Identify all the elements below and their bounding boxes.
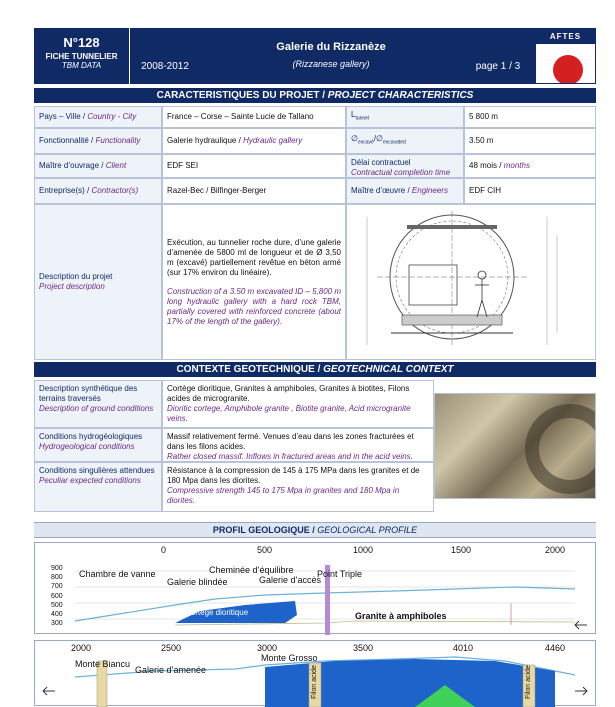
arrow-left-icon — [43, 687, 55, 695]
ground-value: Cortège dioritique, Granites à amphiboles, Granites à biotites, Filons acides de microgranite. Dioritic cortege, Amphibole granite , Biotite granite, Acid microgranite veins. — [162, 380, 434, 428]
label-cortege: Cortège dioritique — [185, 608, 249, 617]
sheet-number: N°128 — [63, 35, 100, 50]
sheet-type: FICHE TUNNELIER — [45, 52, 118, 61]
tunnel-ring-icon — [525, 404, 596, 494]
hydro-value: Massif relativement fermé. Venues d’eau dans les zones fracturées et dans les filons acides. Rather closed massif. Inflows in fractured areas and in the acid veins. — [162, 428, 434, 462]
length-value: 5 800 m — [464, 106, 596, 128]
delay-label: Délai contractuel Contractual completion time — [346, 154, 464, 178]
sheet-number-block — [34, 28, 130, 84]
description-label: Description du projet Project description — [34, 204, 162, 360]
diameter-label: $\emptyset_{excavé}/\emptyset_{excavated}$ — [346, 128, 464, 154]
section-title-geotech: CONTEXTE GEOTECHNIQUE / GEOTECHNICAL CONTEXT — [34, 362, 596, 377]
page-number: page 1 / 3 — [475, 61, 521, 72]
label-granite: Granite à amphiboles — [355, 611, 447, 621]
tunnel-photo — [434, 393, 596, 499]
fiche-page — [34, 28, 596, 706]
sheet-type-en: TBM DATA — [61, 61, 102, 70]
function-value: Galerie hydraulique / Hydraulic gallery — [162, 128, 346, 154]
label-acid-vein-1: Filon acide — [311, 665, 318, 699]
diameter-value: 3.50 m — [464, 128, 596, 154]
description-en: Construction of a 3.50 m excavated ID – 5,800 m long hydraulic gallery with a hard rock TBM, partially covered with reinforced concrete (about 17% of the length of the gallery). — [167, 286, 341, 326]
label-monte-biancu: Monte Biancu — [75, 659, 131, 669]
length-label: $L_{tunnel}$ — [346, 106, 464, 128]
arrow-right-icon — [575, 687, 587, 695]
label-acid-vein-2: Filon acide — [525, 665, 532, 699]
profile-1-graphic — [35, 543, 597, 635]
label-vanne: Chambre de vanne — [79, 569, 156, 579]
description-fr: Exécution, au tunnelier roche dure, d’une galerie d’amenée de 5800 ml de longueur et de Ø 3,50 m (excavé) partiellement revêtue en béton armé (sur 17% environ du linéaire). — [167, 237, 341, 277]
delay-value: 48 mois / months — [464, 154, 596, 178]
granite-body — [265, 659, 555, 707]
label-galerie-amenee: Galerie d’amenée — [135, 665, 207, 675]
geological-profile-1: 0 500 1000 1500 2000 900 800 700 600 500 400 300 Chambre de vanne Galerie blindée Cheminée d’équilibre Galerie d’accès Point Triple Cortège dioritique Granite à amphiboles — [34, 542, 596, 634]
page-title: Galerie du Rizzanèze — [276, 41, 386, 53]
logo-circle-icon — [553, 55, 583, 84]
description-text — [162, 204, 346, 360]
peculiar-label: Conditions singulières attendues Peculiar expected conditions — [34, 462, 162, 512]
peculiar-value: Résistance à la compression de 145 à 175 MPa dans les granites et de 180 Mpa dans les diorites. Compressive strength 145 to 175 Mpa in granites and 180 Mpa in diorites. — [162, 462, 434, 512]
country-value: France – Corse – Sainte Lucie de Tallano — [162, 106, 346, 128]
label-blindee: Galerie blindée — [167, 577, 228, 587]
tunnel-cross-section-icon — [347, 205, 595, 359]
label-point-triple: Point Triple — [317, 569, 363, 579]
contractor-label: Entreprise(s) / Contractor(s) — [34, 178, 162, 204]
label-monte-grosso: Monte Grosso — [261, 653, 318, 663]
function-label: Fonctionnalité / Functionality — [34, 128, 162, 154]
label-acces: Galerie d’accès — [259, 575, 322, 585]
period: 2008-2012 — [141, 61, 189, 72]
label-cheminee: Cheminée d’équilibre — [209, 565, 294, 575]
hydro-label: Conditions hydrogéologiques Hydrogeological conditions — [34, 428, 162, 462]
arrow-left-icon — [575, 621, 587, 629]
aftes-logo — [535, 28, 596, 84]
title-block — [200, 28, 462, 84]
ground-label: Description synthétique des terrains traversés Description of ground conditions — [34, 380, 162, 428]
engineer-value: EDF CIH — [464, 178, 596, 204]
page-title-en: (Rizzanese gallery) — [292, 59, 370, 69]
country-label: Pays – Ville / Country - City — [34, 106, 162, 128]
client-label: Maître d’ouvrage / Client — [34, 154, 162, 178]
cross-section-drawing — [346, 204, 596, 360]
header-bar — [34, 28, 596, 84]
client-value: EDF SEI — [162, 154, 346, 178]
engineer-label: Maître d’œuvre / Engineers — [346, 178, 464, 204]
logo-text: AFTES — [536, 29, 595, 44]
section-title-profile: PROFIL GEOLOGIQUE / GEOLOGICAL PROFILE — [34, 522, 596, 538]
contractor-value: Razel-Bec / Bilfinger-Berger — [162, 178, 346, 204]
section-title-project: CARACTERISTIQUES DU PROJET / PROJECT CHARACTERISTICS — [34, 88, 596, 103]
geological-profile-2: 2000 2500 3000 3500 4010 4460 Monte Biancu Galerie d’amenée Monte Grosso Filon acide Filon acide — [34, 640, 596, 706]
